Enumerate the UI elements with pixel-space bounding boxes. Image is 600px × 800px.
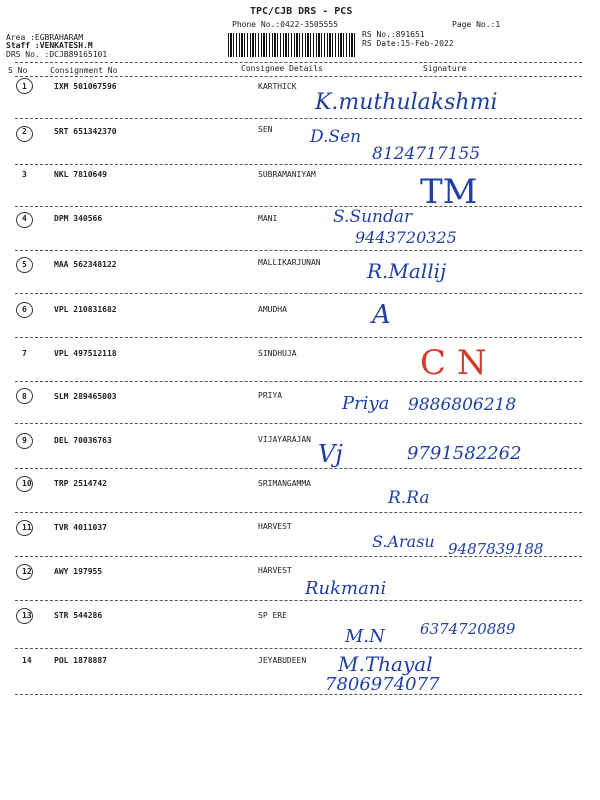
handwritten-signature: M.Thayal: [338, 652, 433, 676]
consignee-name: PRIYA: [258, 391, 283, 400]
rs-date: RS Date:15-Feb-2022: [362, 39, 454, 48]
consignee-name: MALLIKARJUNAN: [258, 258, 321, 267]
consignee-name: MANI: [258, 214, 278, 223]
handwritten-signature: C N: [420, 343, 487, 383]
page-number: Page No.:1: [452, 20, 501, 29]
consignment-number: SRT 651342370: [54, 127, 117, 136]
row-divider: [15, 293, 582, 294]
row-divider: [15, 648, 582, 649]
divider: [15, 62, 582, 63]
consignment-number: IXM 501067596: [54, 82, 117, 91]
consignee-name: JEYABUDEEN: [258, 656, 307, 665]
handwritten-signature: D.Sen: [310, 127, 362, 147]
row-divider: [15, 250, 582, 251]
row-serial: 8: [22, 392, 27, 401]
handwritten-signature: R.Ra: [388, 488, 430, 508]
drs-number: DRS No. :DCJB89165101: [6, 50, 108, 59]
area-label: Area :EGBRAHARAM: [6, 33, 84, 42]
row-serial: 14: [22, 656, 32, 665]
consignment-number: MAA 562348122: [54, 260, 117, 269]
handwritten-signature: Priya: [342, 393, 390, 414]
consignee-name: SEN: [258, 125, 273, 134]
barcode: [228, 33, 356, 57]
rs-number: RS No.:891651: [362, 30, 425, 39]
handwritten-signature: Rukmani: [305, 578, 387, 599]
handwritten-signature: A: [372, 300, 391, 330]
staff-label: Staff :VENKATESH.M: [6, 41, 93, 50]
consignment-number: STR 544286: [54, 611, 103, 620]
row-serial: 1: [22, 82, 27, 91]
row-serial: 12: [22, 567, 32, 576]
row-divider: [15, 118, 582, 119]
handwritten-signature: M.N: [345, 626, 385, 647]
consignment-number: SLM 289465003: [54, 392, 117, 401]
row-serial: 4: [22, 214, 27, 223]
col-header-signature: Signature: [423, 64, 467, 73]
consignment-number: VPL 497512118: [54, 349, 117, 358]
row-divider: [15, 381, 582, 382]
handwritten-signature: R.Mallij: [367, 259, 447, 283]
row-serial: 9: [22, 436, 27, 445]
consignee-name: SRIMANGAMMA: [258, 479, 311, 488]
row-serial: 2: [22, 127, 27, 136]
row-serial: 5: [22, 260, 27, 269]
consignee-name: VIJAYARAJAN: [258, 435, 311, 444]
handwritten-signature: Vj: [318, 440, 343, 468]
consignment-number: POL 1878887: [54, 656, 107, 665]
handwritten-phone: 9443720325: [355, 228, 457, 247]
row-serial: 3: [22, 170, 27, 179]
row-divider: [15, 512, 582, 513]
handwritten-signature: TM: [420, 172, 478, 212]
row-serial: 13: [22, 611, 32, 620]
consignment-number: TVR 4011037: [54, 523, 107, 532]
row-divider: [15, 206, 582, 207]
col-header-sno: S No: [8, 66, 28, 75]
row-serial: 10: [22, 479, 32, 488]
row-divider: [15, 468, 582, 469]
handwritten-signature: S.Sundar: [333, 207, 413, 227]
handwritten-phone: 6374720889: [420, 620, 516, 638]
row-divider: [15, 600, 582, 601]
consignment-number: VPL 210831682: [54, 305, 117, 314]
row-serial: 11: [22, 523, 32, 532]
row-divider: [15, 694, 582, 695]
consignee-name: SP ERE: [258, 611, 287, 620]
row-divider: [15, 164, 582, 165]
consignee-name: SUBRAMANIYAM: [258, 170, 316, 179]
phone-number: Phone No.:0422-3505555: [232, 20, 338, 29]
row-serial: 7: [22, 349, 27, 358]
consignment-number: DPM 340566: [54, 214, 103, 223]
consignment-number: NKL 7810649: [54, 170, 107, 179]
handwritten-phone: 9791582262: [407, 443, 522, 464]
consignment-number: AWY 197955: [54, 567, 103, 576]
consignee-name: HARVEST: [258, 522, 292, 531]
handwritten-signature: S.Arasu: [372, 532, 435, 551]
handwritten-phone: 9886806218: [408, 395, 517, 415]
handwritten-phone: 9487839188: [448, 540, 544, 558]
divider: [15, 76, 582, 77]
handwritten-phone: 7806974077: [325, 674, 440, 695]
consignment-number: DEL 70036763: [54, 436, 112, 445]
consignee-name: HARVEST: [258, 566, 292, 575]
row-serial: 6: [22, 305, 27, 314]
handwritten-phone: 8124717155: [372, 144, 481, 164]
col-header-consignee: Consignee Details: [241, 64, 323, 73]
report-title: TPC/CJB DRS - PCS: [250, 6, 353, 17]
consignment-number: TRP 2514742: [54, 479, 107, 488]
consignee-name: AMUDHA: [258, 305, 287, 314]
consignee-name: KARTHICK: [258, 82, 297, 91]
row-divider: [15, 423, 582, 424]
col-header-consignment: Consignment No: [50, 66, 118, 75]
consignee-name: SINDHUJA: [258, 349, 297, 358]
row-divider: [15, 337, 582, 338]
row-divider: [15, 556, 582, 557]
handwritten-signature: K.muthulakshmi: [315, 90, 498, 115]
